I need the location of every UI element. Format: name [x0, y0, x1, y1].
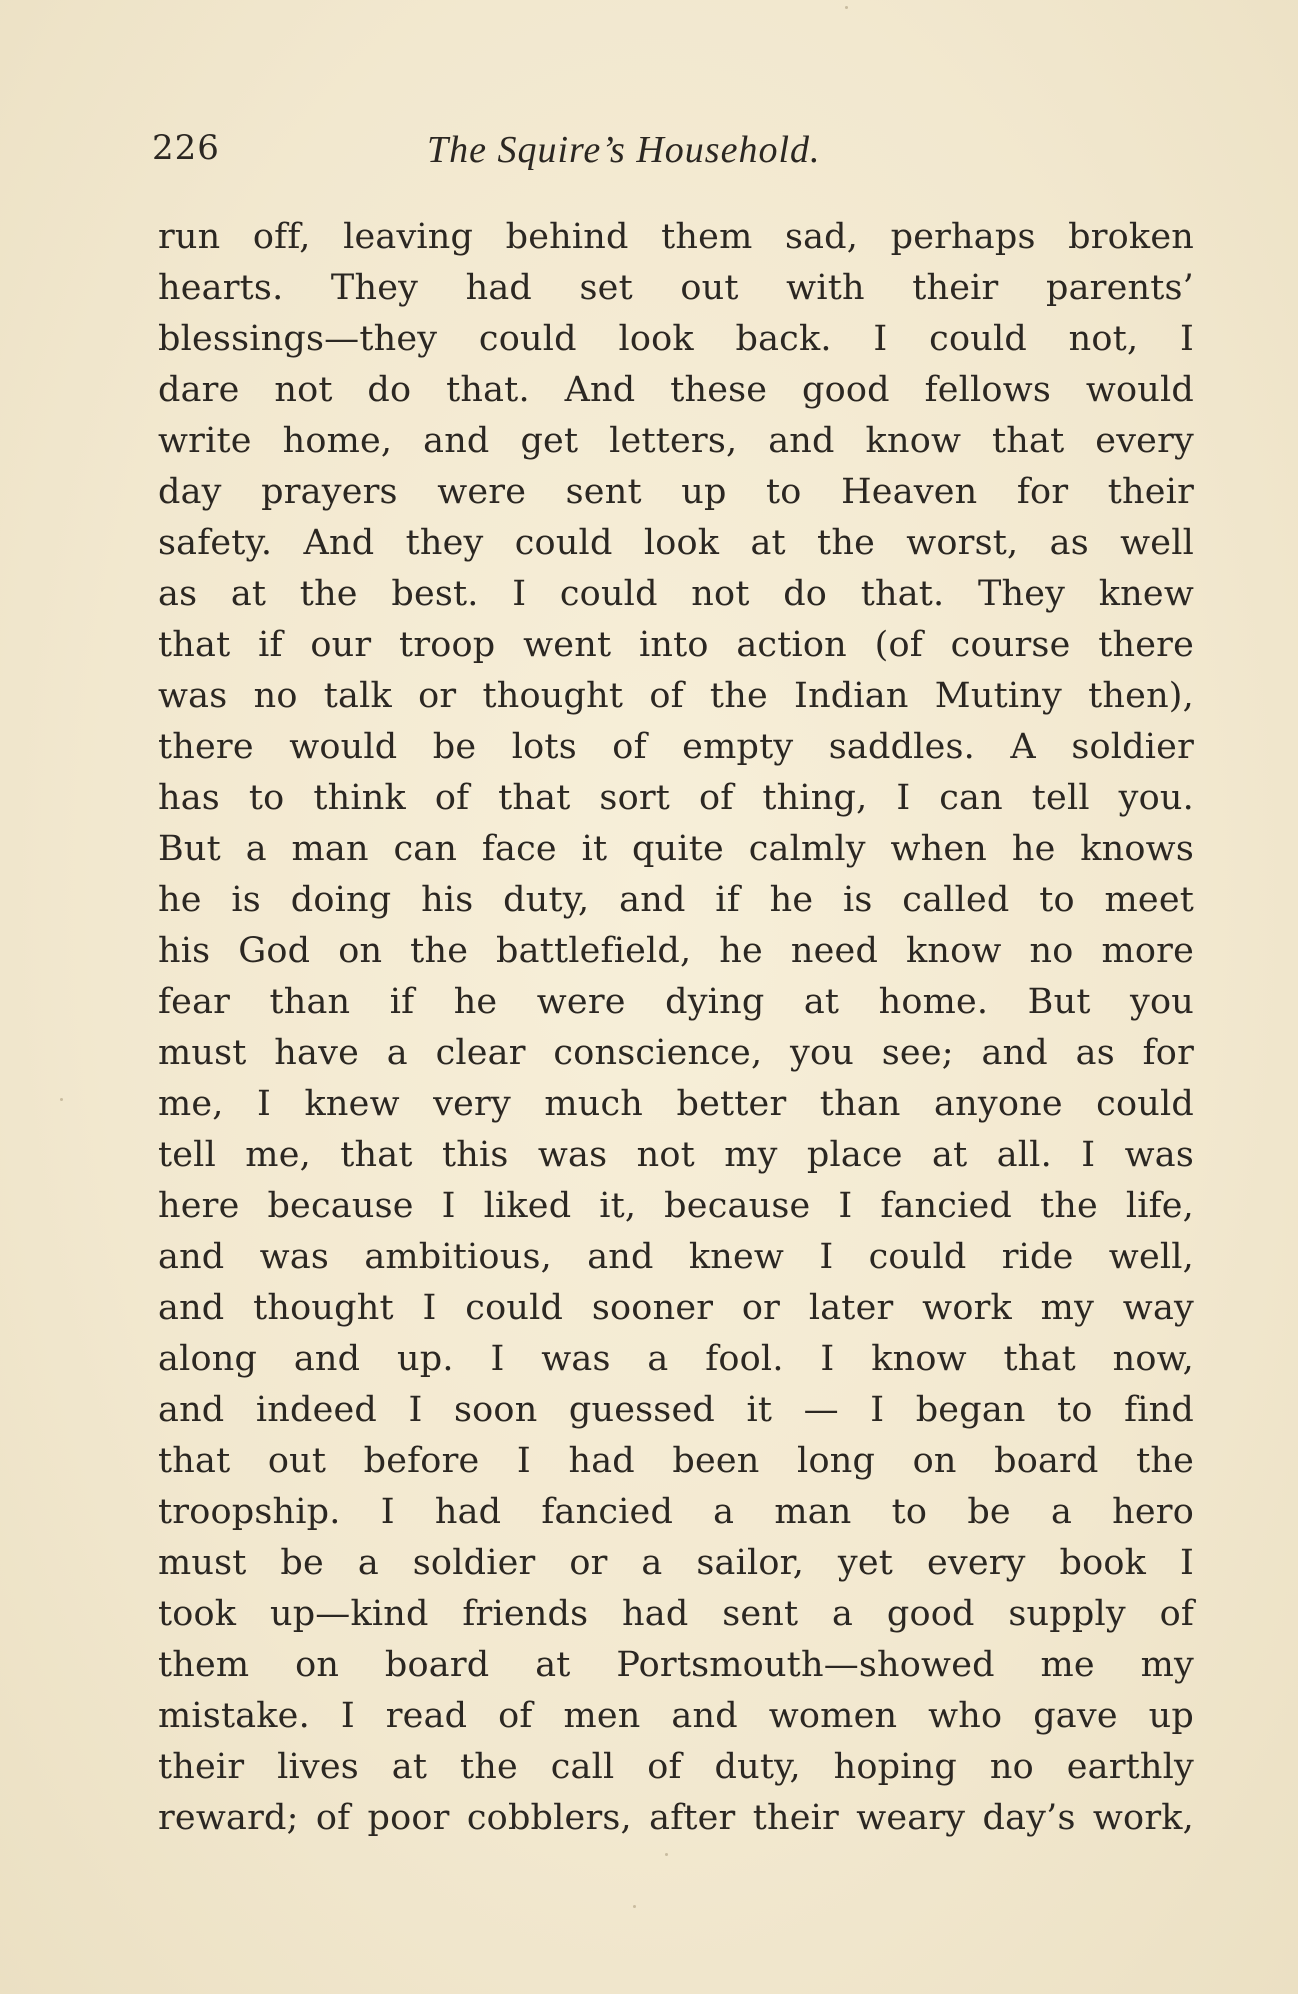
text-line: tell me, that this was not my place at all. I was	[158, 1135, 1194, 1175]
text-line: dare not do that. And these good fellows would	[158, 370, 1194, 410]
text-line: day prayers were sent up to Heaven for their	[158, 472, 1194, 512]
text-line: as at the best. I could not do that. They knew	[158, 574, 1194, 614]
text-line: hearts. They had set out with their parents’	[158, 268, 1194, 308]
text-line: that if our troop went into action (of course there	[158, 625, 1194, 665]
text-line: there would be lots of empty saddles. A soldier	[158, 727, 1194, 767]
text-line: blessings—they could look back. I could not, I	[158, 319, 1194, 359]
running-title: The Squire’s Household.	[427, 129, 821, 171]
page-header	[152, 128, 1192, 178]
paper-speck	[633, 1905, 636, 1908]
body-text	[158, 212, 1194, 1844]
text-line: was no talk or thought of the Indian Mutiny then),	[158, 676, 1194, 716]
text-line: safety. And they could look at the worst, as well	[158, 523, 1194, 563]
text-line: run off, leaving behind them sad, perhaps broken	[158, 217, 1194, 257]
paper-speck	[60, 1098, 63, 1101]
text-line: took up—kind friends had sent a good supply of	[158, 1594, 1194, 1634]
text-line: he is doing his duty, and if he is called to meet	[158, 880, 1194, 920]
text-line: has to think of that sort of thing, I can tell you.	[158, 778, 1194, 818]
text-line: mistake. I read of men and women who gave up	[158, 1696, 1194, 1736]
text-line: must be a soldier or a sailor, yet every book I	[158, 1543, 1194, 1583]
page-number: 226	[152, 128, 220, 168]
text-line: But a man can face it quite calmly when he knows	[158, 829, 1194, 869]
text-line: that out before I had been long on board the	[158, 1441, 1194, 1481]
text-line: and indeed I soon guessed it — I began to find	[158, 1390, 1194, 1430]
text-line: troopship. I had fancied a man to be a hero	[158, 1492, 1194, 1532]
text-line: must have a clear conscience, you see; and as for	[158, 1033, 1194, 1073]
text-line: and was ambitious, and knew I could ride well,	[158, 1237, 1194, 1277]
text-line: me, I knew very much better than anyone could	[158, 1084, 1194, 1124]
text-line: their lives at the call of duty, hoping no earthly	[158, 1747, 1194, 1787]
text-line: along and up. I was a fool. I know that now,	[158, 1339, 1194, 1379]
paper-speck	[665, 1853, 668, 1856]
text-line: here because I liked it, because I fancied the life,	[158, 1186, 1194, 1226]
text-line: reward; of poor cobblers, after their weary day’s work,	[158, 1798, 1194, 1838]
text-line: fear than if he were dying at home. But you	[158, 982, 1194, 1022]
text-line: his God on the battlefield, he need know no more	[158, 931, 1194, 971]
text-line: and thought I could sooner or later work my way	[158, 1288, 1194, 1328]
paper-speck	[845, 6, 848, 9]
text-line: write home, and get letters, and know that every	[158, 421, 1194, 461]
text-line: them on board at Portsmouth—showed me my	[158, 1645, 1194, 1685]
